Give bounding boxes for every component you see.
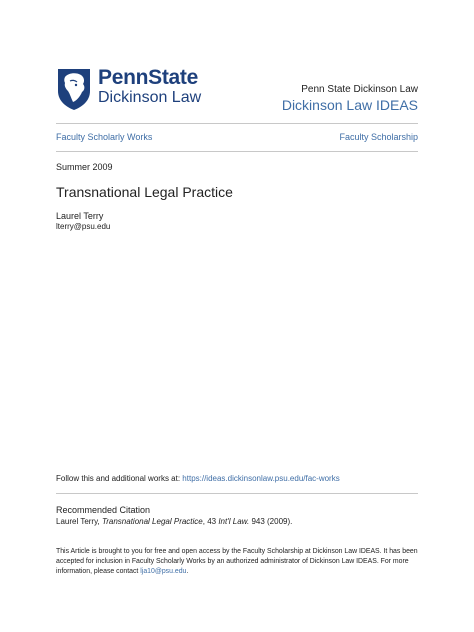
repository-link[interactable]: Dickinson Law IDEAS: [281, 97, 418, 113]
citation-journal: Int'l Law.: [218, 517, 250, 526]
nittany-lion-shield-icon: [56, 67, 92, 111]
logo-wordmark: PennState: [98, 66, 198, 89]
follow-prefix: Follow this and additional works at:: [56, 474, 183, 483]
pennstate-logo[interactable]: [56, 67, 216, 111]
author-name: Laurel Terry: [56, 211, 104, 221]
citation-author: Laurel Terry,: [56, 517, 102, 526]
logo-subtitle: Dickinson Law: [98, 89, 202, 106]
article-title: Transnational Legal Practice: [56, 184, 233, 200]
citation-title: Transnational Legal Practice: [101, 517, 203, 526]
divider-nav: [56, 151, 418, 152]
follow-line: [56, 474, 340, 483]
publication-date: Summer 2009: [56, 162, 113, 172]
citation-heading: Recommended Citation: [56, 505, 151, 515]
citation-text: [56, 517, 292, 526]
access-notice: [56, 547, 418, 577]
contact-email-link[interactable]: lja10@psu.edu: [140, 568, 187, 575]
fac-works-link[interactable]: https://ideas.dickinsonlaw.psu.edu/fac-works: [182, 474, 340, 483]
faculty-scholarship-link[interactable]: Faculty Scholarship: [339, 132, 418, 142]
divider-top: [56, 123, 418, 124]
institution-name: Penn State Dickinson Law: [301, 84, 418, 95]
author-email: lterry@psu.edu: [56, 222, 111, 231]
notice-end: .: [186, 568, 189, 575]
citation-volume: , 43: [202, 517, 219, 526]
citation-pages: 943 (2009).: [249, 517, 293, 526]
faculty-scholarly-works-link[interactable]: Faculty Scholarly Works: [56, 132, 153, 142]
divider-citation: [56, 493, 418, 494]
notice-text: This Article is brought to you for free and open access by the Faculty Scholarship at Dickinson Law IDEAS. It has been accepted for inclusion in Faculty Scholarly Works by an authorized administrator of Dickinson Law IDEAS. For more information, please contact: [56, 548, 418, 575]
